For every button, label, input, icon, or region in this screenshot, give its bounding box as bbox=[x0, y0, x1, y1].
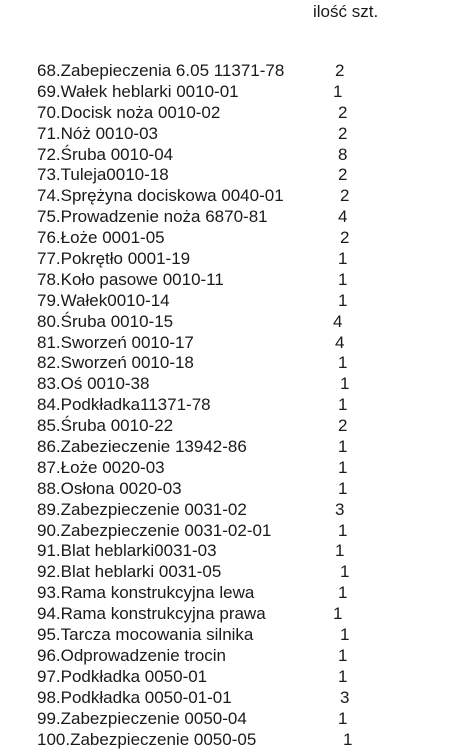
list-item bbox=[37, 61, 467, 82]
part-quantity: 1 bbox=[338, 709, 347, 729]
part-quantity: 1 bbox=[338, 646, 347, 666]
part-quantity: 1 bbox=[338, 249, 347, 269]
list-item bbox=[37, 395, 467, 416]
part-name: 99.Zabezpieczenie 0050-04 bbox=[37, 709, 247, 729]
part-name: 90.Zabezpieczenie 0031-02-01 bbox=[37, 521, 271, 541]
part-quantity: 2 bbox=[338, 103, 347, 123]
parts-list bbox=[37, 61, 467, 750]
part-name: 71.Nóż 0010-03 bbox=[37, 124, 158, 144]
list-item bbox=[37, 646, 467, 667]
part-name: 68.Zabepieczenia 6.05 11371-78 bbox=[37, 61, 284, 81]
list-item bbox=[37, 688, 467, 709]
list-item bbox=[37, 270, 467, 291]
quantity-column-header: ilość szt. bbox=[313, 2, 378, 22]
list-item bbox=[37, 521, 467, 542]
part-quantity: 8 bbox=[338, 145, 347, 165]
part-quantity: 1 bbox=[340, 625, 349, 645]
part-name: 77.Pokrętło 0001-19 bbox=[37, 249, 190, 269]
part-quantity: 2 bbox=[335, 61, 344, 81]
part-quantity: 1 bbox=[338, 395, 347, 415]
part-quantity: 3 bbox=[335, 500, 344, 520]
part-quantity: 1 bbox=[338, 667, 347, 687]
part-quantity: 1 bbox=[340, 562, 349, 582]
list-item bbox=[37, 437, 467, 458]
list-item bbox=[37, 228, 467, 249]
part-name: 84.Podkładka11371-78 bbox=[37, 395, 211, 415]
part-name: 76.Łoże 0001-05 bbox=[37, 228, 165, 248]
part-quantity: 1 bbox=[338, 437, 347, 457]
part-name: 80.Śruba 0010-15 bbox=[37, 312, 173, 332]
part-quantity: 4 bbox=[338, 207, 347, 227]
list-item bbox=[37, 312, 467, 333]
list-item bbox=[37, 500, 467, 521]
part-name: 83.Oś 0010-38 bbox=[37, 374, 149, 394]
part-quantity: 1 bbox=[338, 458, 347, 478]
list-item bbox=[37, 82, 467, 103]
part-quantity: 1 bbox=[343, 730, 352, 750]
part-name: 98.Podkładka 0050-01-01 bbox=[37, 688, 232, 708]
part-quantity: 2 bbox=[340, 186, 349, 206]
part-name: 97.Podkładka 0050-01 bbox=[37, 667, 207, 687]
list-item bbox=[37, 249, 467, 270]
list-item bbox=[37, 667, 467, 688]
list-item bbox=[37, 604, 467, 625]
part-name: 86.Zabezieczenie 13942-86 bbox=[37, 437, 247, 457]
part-quantity: 4 bbox=[333, 312, 342, 332]
part-quantity: 2 bbox=[340, 228, 349, 248]
part-quantity: 4 bbox=[335, 333, 344, 353]
list-item bbox=[37, 583, 467, 604]
list-item bbox=[37, 207, 467, 228]
list-item bbox=[37, 709, 467, 730]
part-name: 92.Blat heblarki 0031-05 bbox=[37, 562, 221, 582]
list-item bbox=[37, 291, 467, 312]
part-name: 78.Koło pasowe 0010-11 bbox=[37, 270, 224, 290]
part-name: 94.Rama konstrukcyjna prawa bbox=[37, 604, 266, 624]
list-item bbox=[37, 730, 467, 750]
part-name: 69.Wałek heblarki 0010-01 bbox=[37, 82, 239, 102]
part-quantity: 3 bbox=[340, 688, 349, 708]
list-item bbox=[37, 124, 467, 145]
list-item bbox=[37, 458, 467, 479]
part-name: 73.Tuleja0010-18 bbox=[37, 165, 169, 185]
list-item bbox=[37, 165, 467, 186]
part-quantity: 1 bbox=[340, 374, 349, 394]
part-name: 82.Sworzeń 0010-18 bbox=[37, 353, 194, 373]
part-quantity: 1 bbox=[333, 604, 342, 624]
list-item bbox=[37, 479, 467, 500]
part-quantity: 1 bbox=[335, 541, 344, 561]
part-name: 88.Osłona 0020-03 bbox=[37, 479, 182, 499]
part-quantity: 1 bbox=[338, 583, 347, 603]
part-name: 81.Sworzeń 0010-17 bbox=[37, 333, 194, 353]
list-item bbox=[37, 374, 467, 395]
list-item bbox=[37, 541, 467, 562]
part-quantity: 2 bbox=[338, 416, 347, 436]
list-item bbox=[37, 562, 467, 583]
part-quantity: 1 bbox=[338, 479, 347, 499]
part-name: 79.Wałek0010-14 bbox=[37, 291, 170, 311]
part-quantity: 1 bbox=[338, 270, 347, 290]
part-name: 87.Łoże 0020-03 bbox=[37, 458, 165, 478]
list-item bbox=[37, 333, 467, 354]
part-quantity: 2 bbox=[338, 165, 347, 185]
part-name: 96.Odprowadzenie trocin bbox=[37, 646, 226, 666]
list-item bbox=[37, 186, 467, 207]
part-name: 85.Śruba 0010-22 bbox=[37, 416, 173, 436]
part-name: 75.Prowadzenie noża 6870-81 bbox=[37, 207, 268, 227]
part-name: 95.Tarcza mocowania silnika bbox=[37, 625, 253, 645]
part-quantity: 1 bbox=[338, 291, 347, 311]
list-item bbox=[37, 353, 467, 374]
part-name: 93.Rama konstrukcyjna lewa bbox=[37, 583, 254, 603]
part-name: 70.Docisk noża 0010-02 bbox=[37, 103, 220, 123]
list-item bbox=[37, 416, 467, 437]
list-item bbox=[37, 145, 467, 166]
part-name: 89.Zabezpieczenie 0031-02 bbox=[37, 500, 247, 520]
part-quantity: 1 bbox=[338, 521, 347, 541]
part-name: 100.Zabezpieczenie 0050-05 bbox=[37, 730, 256, 750]
part-name: 72.Śruba 0010-04 bbox=[37, 145, 173, 165]
list-item bbox=[37, 103, 467, 124]
part-name: 91.Blat heblarki0031-03 bbox=[37, 541, 217, 561]
part-name: 74.Sprężyna dociskowa 0040-01 bbox=[37, 186, 284, 206]
part-quantity: 2 bbox=[338, 124, 347, 144]
part-quantity: 1 bbox=[333, 82, 342, 102]
part-quantity: 1 bbox=[338, 353, 347, 373]
list-item bbox=[37, 625, 467, 646]
